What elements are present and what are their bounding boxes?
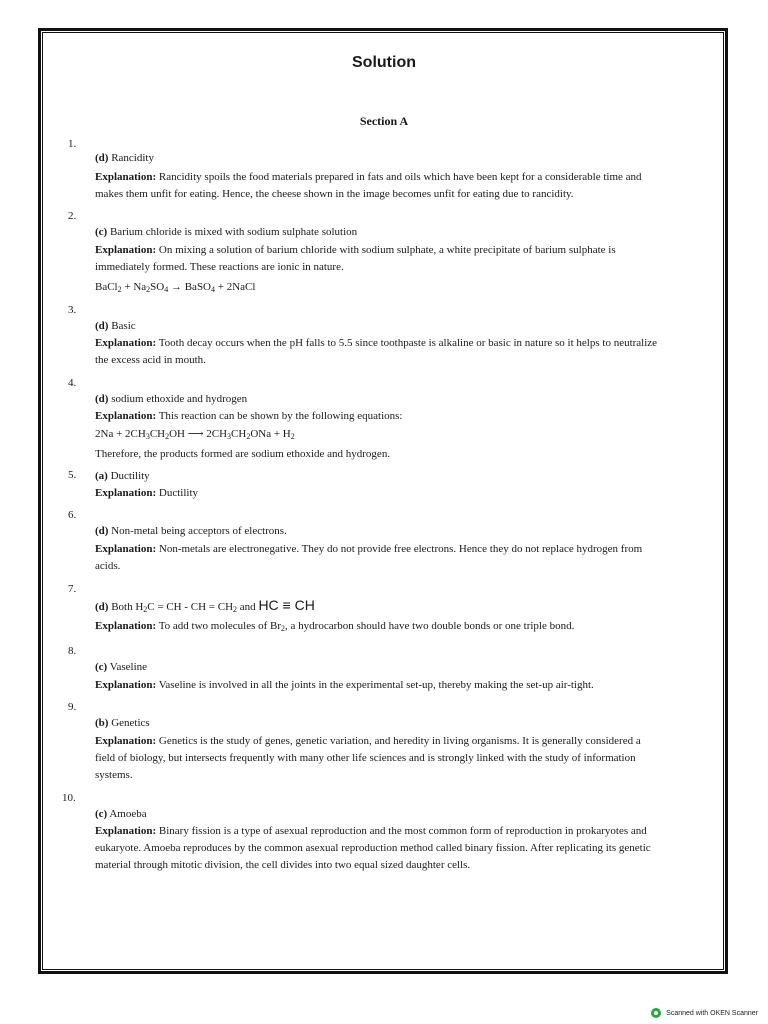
question-number: 1. <box>68 138 77 150</box>
answer-text: Non-metal being acceptors of electrons. <box>108 525 287 537</box>
explanation-line: immediately formed. These reactions are ionic in nature. <box>95 261 344 273</box>
answer-line <box>95 523 715 540</box>
explanation-text: Genetics is the study of genes, genetic variation, and heredity in living organisms. It is generally considered a <box>156 735 641 747</box>
answer-text: Rancidity <box>108 152 154 164</box>
explanation-line <box>95 169 715 186</box>
explanation-label: Explanation: <box>95 679 157 691</box>
explanation-text: On mixing a solution of barium chloride with sodium sulphate, a white precipitate of barium sulphate is <box>156 244 616 256</box>
explanation-label: Explanation: <box>95 171 157 183</box>
question-number: 4. <box>68 377 77 389</box>
explanation-label: Explanation: <box>95 620 157 632</box>
explanation-line: the excess acid in mouth. <box>95 354 206 366</box>
explanation-line <box>95 618 715 635</box>
explanation-line: material through mitotic division, the cell divides into two equal sized daughter cells. <box>95 859 471 871</box>
chemical-equation: BaCl$_2$ + $Na_2SO_4$ → BaSO$_4$ + 2NaCl <box>95 281 256 294</box>
explanation-text: This reaction can be shown by the following equations: <box>156 410 403 422</box>
explanation-line: systems. <box>95 769 133 781</box>
answer-letter: (d) <box>95 393 109 405</box>
answer-letter: (d) <box>95 152 109 164</box>
answer-text: sodium ethoxide and hydrogen <box>108 393 248 405</box>
answer-text: Genetics <box>108 717 150 729</box>
answer-letter: (d) <box>95 320 109 332</box>
explanation-line <box>95 485 715 502</box>
question-number: 5. <box>68 469 77 481</box>
explanation-line <box>95 408 715 425</box>
question-number: 9. <box>68 701 77 713</box>
explanation-label: Explanation: <box>95 337 157 349</box>
answer-letter: (b) <box>95 717 109 729</box>
answer-line <box>95 715 715 732</box>
explanation-line: eukaryote. Amoeba reproduces by the common asexual reproduction method called binary fission. After replicating its genetic <box>95 842 651 854</box>
explanation-line: field of biology, but intersects frequently with many other life sciences and is strongly linked with the study of information <box>95 752 636 764</box>
explanation-label: Explanation: <box>95 825 157 837</box>
answer-line: (d) Both $H_2C$ = CH - CH = $CH_2$ and HC ≡ CH <box>95 597 315 614</box>
answer-line <box>95 659 715 676</box>
question-number: 7. <box>68 583 77 595</box>
question-number: 6. <box>68 509 77 521</box>
answer-line <box>95 318 715 335</box>
answer-text: Vaseline <box>107 661 148 673</box>
explanation-text: Non-metals are electronegative. They do not provide free electrons. Hence they do not replace hydrogen from <box>156 543 643 555</box>
answer-line <box>95 150 715 167</box>
explanation-line <box>95 541 715 558</box>
explanation-text: Rancidity spoils the food materials prepared in fats and oils which have been kept for a considerable time and <box>156 171 642 183</box>
explanation-label: Explanation: <box>95 735 157 747</box>
explanation-text: Ductility <box>156 487 198 499</box>
answer-line <box>95 224 715 241</box>
explanation-line <box>95 335 715 352</box>
answer-line <box>95 468 715 485</box>
answer-letter: (d) <box>95 525 109 537</box>
answer-letter: (c) <box>95 661 108 673</box>
explanation-line <box>95 677 715 694</box>
explanation-line: acids. <box>95 560 121 572</box>
explanation-text: Tooth decay occurs when the pH falls to 5.5 since toothpaste is alkaline or basic in nature so it helps to neutralize <box>156 337 658 349</box>
explanation-text: Binary fission is a type of asexual reproduction and the most common form of reproduction in prokaryotes and <box>156 825 647 837</box>
answer-text: Basic <box>108 320 136 332</box>
explanation-line <box>95 242 715 259</box>
scanner-logo-icon <box>651 1008 661 1018</box>
explanation-line <box>95 823 715 840</box>
question-number: 2. <box>68 210 77 222</box>
question-number: 10. <box>62 792 76 804</box>
question-number: 3. <box>68 304 77 316</box>
explanation-line: Therefore, the products formed are sodium ethoxide and hydrogen. <box>95 448 391 460</box>
answer-line <box>95 806 715 823</box>
answer-line <box>95 391 715 408</box>
explanation-label: Explanation: <box>95 543 157 555</box>
explanation-label: Explanation: <box>95 410 157 422</box>
scanner-watermark-text: Scanned with OKEN Scanner <box>666 1009 758 1017</box>
explanation-label: Explanation: <box>95 487 157 499</box>
explanation-line: makes them unfit for eating. Hence, the cheese shown in the image becomes unfit for eating due to rancidity. <box>95 188 574 200</box>
answer-text: Ductility <box>107 470 150 482</box>
explanation-label: Explanation: <box>95 244 157 256</box>
answer-letter: (a) <box>95 470 108 482</box>
section-heading: Section A <box>359 114 409 128</box>
explanation-line <box>95 733 715 750</box>
question-number: 8. <box>68 645 77 657</box>
scanner-watermark <box>651 1008 758 1018</box>
answer-letter: (c) <box>95 226 108 238</box>
chemical-equation: $2Na + 2CH_3CH_2OH$ ⟶ $2CH_3CH_2ONa + H_2$ <box>95 428 295 441</box>
explanation-text: To add two molecules of $Br_2$, a hydrocarbon should have two double bonds or one triple bond. <box>156 620 575 633</box>
answer-letter: (c) <box>95 808 108 820</box>
page-title: Solution <box>352 54 416 71</box>
explanation-text: Vaseline is involved in all the joints in the experimental set-up, thereby making the set-up air-tight. <box>156 679 594 691</box>
answer-text: Barium chloride is mixed with sodium sulphate solution <box>107 226 358 238</box>
answer-text: Amoeba <box>107 808 147 820</box>
